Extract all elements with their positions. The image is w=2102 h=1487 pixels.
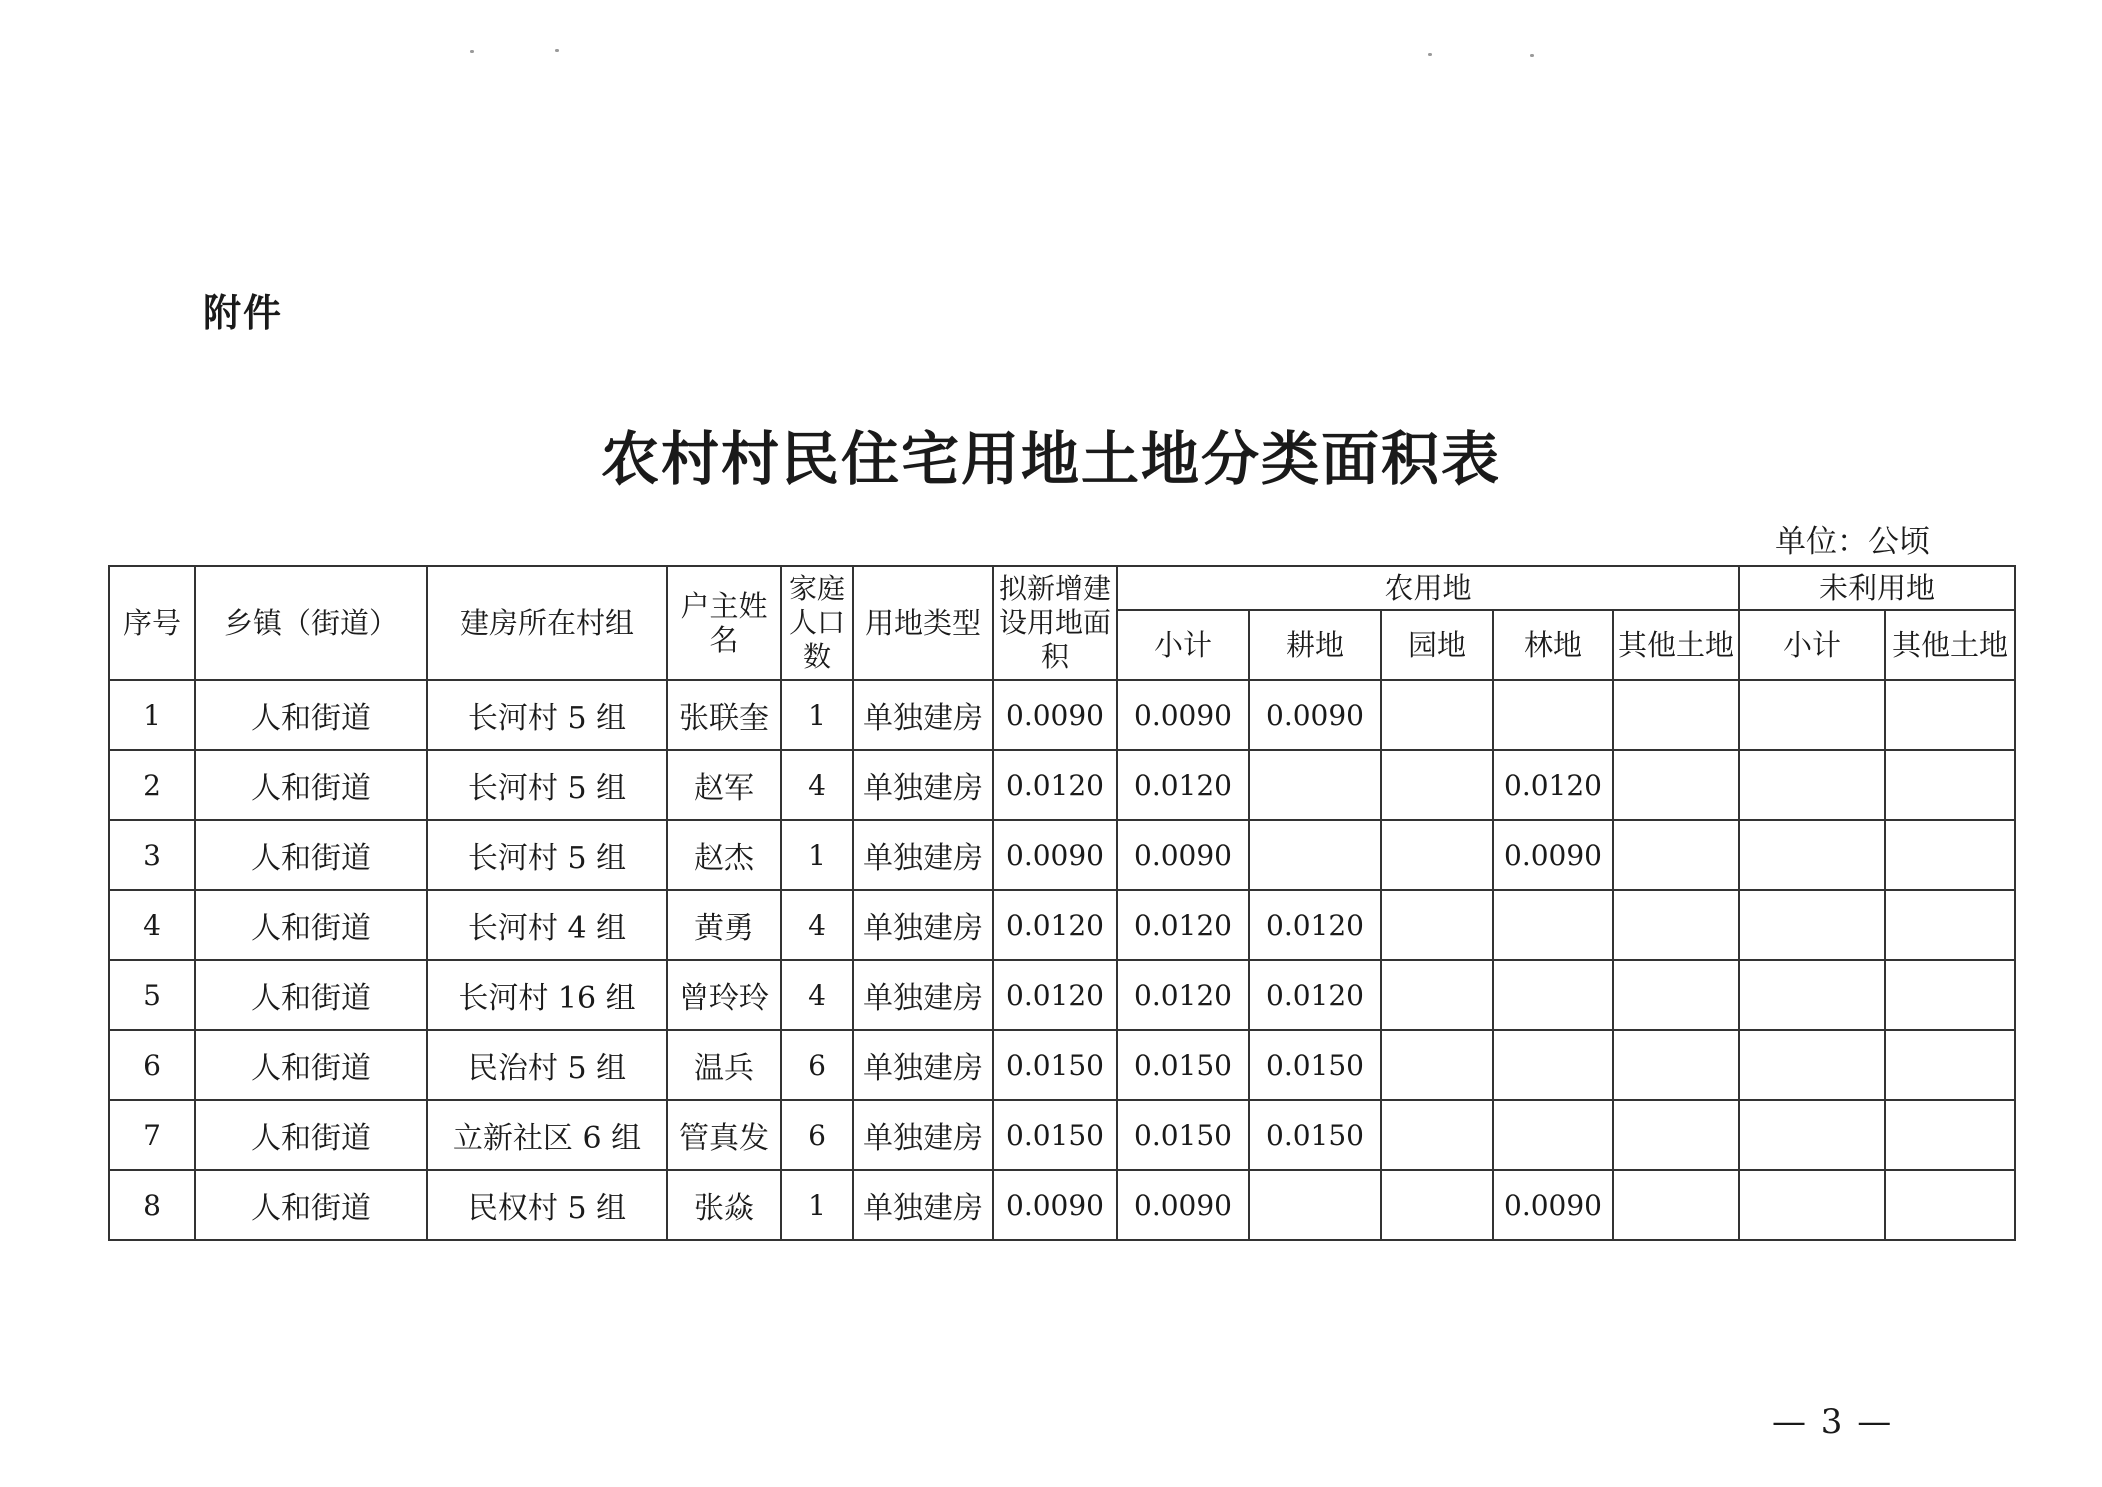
cell-seq: 8 bbox=[109, 1170, 195, 1240]
cell-unused-other bbox=[1885, 960, 2015, 1030]
cell-forest bbox=[1493, 960, 1613, 1030]
cell-village-group: 立新社区 6 组 bbox=[427, 1100, 667, 1170]
cell-land-use-type: 单独建房 bbox=[853, 750, 993, 820]
cell-cultivated bbox=[1249, 750, 1381, 820]
document-title: 农村村民住宅用地土地分类面积表 bbox=[600, 425, 1501, 493]
cell-unused-other bbox=[1885, 1170, 2015, 1240]
header-garden: 园地 bbox=[1381, 610, 1493, 680]
cell-forest bbox=[1493, 680, 1613, 750]
table-row bbox=[109, 680, 2015, 750]
cell-new-area: 0.0090 bbox=[993, 1170, 1117, 1240]
cell-cultivated: 0.0150 bbox=[1249, 1100, 1381, 1170]
cell-village-group: 民权村 5 组 bbox=[427, 1170, 667, 1240]
cell-household-size: 6 bbox=[781, 1030, 853, 1100]
cell-new-area: 0.0150 bbox=[993, 1030, 1117, 1100]
cell-household-size: 4 bbox=[781, 960, 853, 1030]
cell-cultivated: 0.0090 bbox=[1249, 680, 1381, 750]
header-cultivated: 耕地 bbox=[1249, 610, 1381, 680]
cell-agri-subtotal: 0.0150 bbox=[1117, 1030, 1249, 1100]
cell-household-size: 4 bbox=[781, 750, 853, 820]
header-unused-land: 未利用地 bbox=[1739, 566, 2015, 610]
cell-new-area: 0.0090 bbox=[993, 680, 1117, 750]
cell-seq: 4 bbox=[109, 890, 195, 960]
header-forest: 林地 bbox=[1493, 610, 1613, 680]
cell-seq: 2 bbox=[109, 750, 195, 820]
cell-unused-subtotal bbox=[1739, 750, 1885, 820]
table-row bbox=[109, 750, 2015, 820]
cell-village-group: 长河村 5 组 bbox=[427, 680, 667, 750]
cell-cultivated bbox=[1249, 1170, 1381, 1240]
cell-agri-subtotal: 0.0120 bbox=[1117, 960, 1249, 1030]
cell-agri-subtotal: 0.0090 bbox=[1117, 680, 1249, 750]
cell-garden bbox=[1381, 960, 1493, 1030]
scan-speck bbox=[470, 50, 474, 53]
header-agricultural-land: 农用地 bbox=[1117, 566, 1739, 610]
cell-seq: 7 bbox=[109, 1100, 195, 1170]
cell-owner-name: 赵军 bbox=[667, 750, 781, 820]
cell-land-use-type: 单独建房 bbox=[853, 890, 993, 960]
cell-agri-subtotal: 0.0120 bbox=[1117, 750, 1249, 820]
cell-land-use-type: 单独建房 bbox=[853, 1100, 993, 1170]
cell-village-group: 长河村 16 组 bbox=[427, 960, 667, 1030]
cell-township: 人和街道 bbox=[195, 820, 427, 890]
header-new-construction-area: 拟新增建设用地面积 bbox=[993, 566, 1117, 680]
cell-household-size: 6 bbox=[781, 1100, 853, 1170]
cell-agri-other bbox=[1613, 1100, 1739, 1170]
cell-unused-subtotal bbox=[1739, 890, 1885, 960]
cell-unused-subtotal bbox=[1739, 680, 1885, 750]
cell-agri-other bbox=[1613, 820, 1739, 890]
cell-household-size: 4 bbox=[781, 890, 853, 960]
cell-garden bbox=[1381, 890, 1493, 960]
cell-owner-name: 黄勇 bbox=[667, 890, 781, 960]
header-agri-other: 其他土地 bbox=[1613, 610, 1739, 680]
cell-seq: 3 bbox=[109, 820, 195, 890]
header-agri-subtotal: 小计 bbox=[1117, 610, 1249, 680]
header-household-size: 家庭人口数 bbox=[781, 566, 853, 680]
attachment-label: 附件 bbox=[203, 291, 284, 335]
cell-village-group: 长河村 5 组 bbox=[427, 820, 667, 890]
table-row bbox=[109, 890, 2015, 960]
table-row bbox=[109, 820, 2015, 890]
cell-owner-name: 赵杰 bbox=[667, 820, 781, 890]
cell-owner-name: 曾玲玲 bbox=[667, 960, 781, 1030]
scan-speck bbox=[555, 49, 559, 52]
cell-village-group: 长河村 5 组 bbox=[427, 750, 667, 820]
cell-new-area: 0.0150 bbox=[993, 1100, 1117, 1170]
cell-garden bbox=[1381, 1030, 1493, 1100]
table-row bbox=[109, 1100, 2015, 1170]
cell-unused-subtotal bbox=[1739, 820, 1885, 890]
unit-label: 单位：公顷 bbox=[1775, 524, 1930, 560]
cell-forest: 0.0090 bbox=[1493, 1170, 1613, 1240]
header-village-group: 建房所在村组 bbox=[427, 566, 667, 680]
cell-owner-name: 张联奎 bbox=[667, 680, 781, 750]
cell-land-use-type: 单独建房 bbox=[853, 1170, 993, 1240]
cell-seq: 1 bbox=[109, 680, 195, 750]
table-body bbox=[109, 680, 2015, 1240]
cell-household-size: 1 bbox=[781, 820, 853, 890]
header-seq: 序号 bbox=[109, 566, 195, 680]
scan-speck bbox=[1428, 53, 1432, 56]
cell-agri-subtotal: 0.0150 bbox=[1117, 1100, 1249, 1170]
cell-unused-other bbox=[1885, 1030, 2015, 1100]
cell-agri-other bbox=[1613, 750, 1739, 820]
cell-township: 人和街道 bbox=[195, 960, 427, 1030]
cell-township: 人和街道 bbox=[195, 1170, 427, 1240]
header-unused-subtotal: 小计 bbox=[1739, 610, 1885, 680]
cell-forest bbox=[1493, 890, 1613, 960]
cell-new-area: 0.0120 bbox=[993, 750, 1117, 820]
cell-seq: 5 bbox=[109, 960, 195, 1030]
cell-unused-subtotal bbox=[1739, 960, 1885, 1030]
cell-owner-name: 张焱 bbox=[667, 1170, 781, 1240]
cell-garden bbox=[1381, 820, 1493, 890]
header-land-use-type: 用地类型 bbox=[853, 566, 993, 680]
cell-agri-other bbox=[1613, 1030, 1739, 1100]
cell-township: 人和街道 bbox=[195, 1100, 427, 1170]
cell-garden bbox=[1381, 1170, 1493, 1240]
cell-household-size: 1 bbox=[781, 680, 853, 750]
cell-unused-subtotal bbox=[1739, 1170, 1885, 1240]
cell-agri-subtotal: 0.0120 bbox=[1117, 890, 1249, 960]
cell-unused-other bbox=[1885, 680, 2015, 750]
cell-unused-other bbox=[1885, 820, 2015, 890]
cell-new-area: 0.0120 bbox=[993, 890, 1117, 960]
cell-township: 人和街道 bbox=[195, 890, 427, 960]
page-number: — 3 — bbox=[1772, 1402, 1894, 1442]
cell-cultivated bbox=[1249, 820, 1381, 890]
cell-seq: 6 bbox=[109, 1030, 195, 1100]
cell-forest: 0.0120 bbox=[1493, 750, 1613, 820]
cell-land-use-type: 单独建房 bbox=[853, 680, 993, 750]
scan-speck bbox=[1530, 54, 1534, 57]
cell-new-area: 0.0120 bbox=[993, 960, 1117, 1030]
cell-agri-other bbox=[1613, 680, 1739, 750]
cell-land-use-type: 单独建房 bbox=[853, 1030, 993, 1100]
header-township: 乡镇（街道） bbox=[195, 566, 427, 680]
cell-household-size: 1 bbox=[781, 1170, 853, 1240]
cell-village-group: 民治村 5 组 bbox=[427, 1030, 667, 1100]
cell-garden bbox=[1381, 750, 1493, 820]
cell-agri-other bbox=[1613, 960, 1739, 1030]
cell-forest bbox=[1493, 1100, 1613, 1170]
cell-garden bbox=[1381, 680, 1493, 750]
cell-township: 人和街道 bbox=[195, 680, 427, 750]
land-area-table bbox=[108, 565, 2016, 1241]
cell-land-use-type: 单独建房 bbox=[853, 960, 993, 1030]
cell-cultivated: 0.0120 bbox=[1249, 890, 1381, 960]
cell-cultivated: 0.0120 bbox=[1249, 960, 1381, 1030]
cell-forest bbox=[1493, 1030, 1613, 1100]
cell-owner-name: 管真发 bbox=[667, 1100, 781, 1170]
cell-forest: 0.0090 bbox=[1493, 820, 1613, 890]
cell-unused-subtotal bbox=[1739, 1100, 1885, 1170]
cell-agri-other bbox=[1613, 1170, 1739, 1240]
cell-land-use-type: 单独建房 bbox=[853, 820, 993, 890]
table-row bbox=[109, 1170, 2015, 1240]
table-row bbox=[109, 1030, 2015, 1100]
cell-garden bbox=[1381, 1100, 1493, 1170]
table-row bbox=[109, 960, 2015, 1030]
cell-agri-subtotal: 0.0090 bbox=[1117, 820, 1249, 890]
cell-cultivated: 0.0150 bbox=[1249, 1030, 1381, 1100]
cell-township: 人和街道 bbox=[195, 750, 427, 820]
header-unused-other: 其他土地 bbox=[1885, 610, 2015, 680]
cell-unused-other bbox=[1885, 890, 2015, 960]
cell-owner-name: 温兵 bbox=[667, 1030, 781, 1100]
cell-unused-subtotal bbox=[1739, 1030, 1885, 1100]
cell-agri-other bbox=[1613, 890, 1739, 960]
header-owner-name: 户主姓名 bbox=[667, 566, 781, 680]
cell-unused-other bbox=[1885, 1100, 2015, 1170]
cell-village-group: 长河村 4 组 bbox=[427, 890, 667, 960]
cell-township: 人和街道 bbox=[195, 1030, 427, 1100]
cell-new-area: 0.0090 bbox=[993, 820, 1117, 890]
cell-agri-subtotal: 0.0090 bbox=[1117, 1170, 1249, 1240]
cell-unused-other bbox=[1885, 750, 2015, 820]
